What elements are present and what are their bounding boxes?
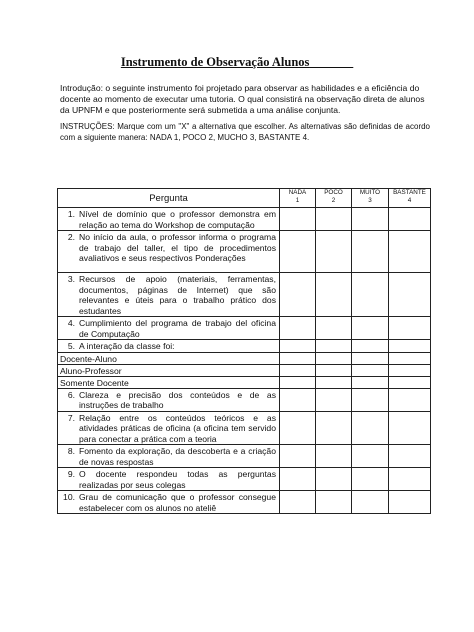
answer-cell-poco[interactable] [316,273,352,317]
question-text: A interação da classe foi: [79,341,175,351]
option-header-bastante: BASTANTE 4 [389,189,431,208]
answer-cell-bastante[interactable] [389,376,431,388]
answer-cell-muito[interactable] [352,231,389,273]
answer-cell-bastante[interactable] [389,208,431,231]
question-number: 6. [67,389,75,400]
question-cell [58,388,280,411]
table-row [58,273,431,317]
table-header-row [58,189,431,208]
question-text: Relação entre os conteúdos teóricos e as atividades práticas de oficina (a oficina tem servido para conectar a prática com a teoria [79,412,276,444]
answer-cell-muito[interactable] [352,491,389,514]
table-row [58,411,431,445]
question-cell [58,273,280,317]
question-text: Grau de comunicação que o professor consegue estabelecer com os alunos no ateliê [79,492,276,513]
question-text: Cumplimiento del programa de trabajo del oficina de Computação [79,318,276,339]
answer-cell-bastante[interactable] [389,317,431,340]
table-row [58,364,431,376]
table-row [58,376,431,388]
answer-cell-muito[interactable] [352,445,389,468]
answer-cell-bastante[interactable] [389,445,431,468]
question-number: 8. [67,446,75,456]
observation-table [57,188,431,514]
question-number: 1. [67,209,75,219]
answer-cell-bastante[interactable] [389,468,431,491]
question-number: 3. [67,274,75,284]
answer-cell-muito[interactable] [352,468,389,491]
question-cell [58,340,280,353]
interaction-option-cell: Docente-Aluno [58,352,280,364]
table-row [58,491,431,514]
interaction-option-cell: Somente Docente [58,376,280,388]
table-row [58,468,431,491]
table-row [58,231,431,273]
answer-cell-nada[interactable] [280,317,316,340]
table-row [58,445,431,468]
answer-cell-nada[interactable] [280,340,316,353]
table-row [58,352,431,364]
question-cell [58,208,280,231]
answer-cell-muito[interactable] [352,364,389,376]
answer-cell-muito[interactable] [352,388,389,411]
option-header-muito: MUITO 3 [352,189,389,208]
table-row [58,388,431,411]
table-row [58,208,431,231]
document-title: Instrumento de Observação Alunos_______ [120,55,354,69]
question-cell [58,468,280,491]
answer-cell-nada[interactable] [280,273,316,317]
answer-cell-poco[interactable] [316,388,352,411]
question-cell [58,491,280,514]
question-text: Nível de domínio que o professor demonstra em relação ao tema do Workshop de computação [79,209,276,230]
answer-cell-nada[interactable] [280,208,316,231]
option-header-poco: POCO 2 [316,189,352,208]
answer-cell-poco[interactable] [316,208,352,231]
question-text: Recursos de apoio (materiais, ferramentas, documentos, páginas de Internet) que são relevantes e úteis para o trabalho prático dos estudantes [79,274,276,316]
answer-cell-nada[interactable] [280,411,316,445]
table-row [58,340,431,353]
question-cell [58,445,280,468]
question-number: 9. [67,469,75,479]
option-header-nada: NADA 1 [280,189,316,208]
question-number: 4. [67,318,75,328]
answer-cell-bastante[interactable] [389,231,431,273]
answer-cell-bastante[interactable] [389,340,431,353]
answer-cell-poco[interactable] [316,352,352,364]
answer-cell-nada[interactable] [280,491,316,514]
answer-cell-nada[interactable] [280,352,316,364]
answer-cell-poco[interactable] [316,411,352,445]
answer-cell-poco[interactable] [316,340,352,353]
answer-cell-muito[interactable] [352,208,389,231]
answer-cell-poco[interactable] [316,376,352,388]
answer-cell-nada[interactable] [280,468,316,491]
answer-cell-muito[interactable] [352,340,389,353]
question-number: 10. [63,492,75,502]
answer-cell-nada[interactable] [280,445,316,468]
question-number: 5. [67,341,75,351]
answer-cell-bastante[interactable] [389,352,431,364]
answer-cell-nada[interactable] [280,231,316,273]
question-cell [58,317,280,340]
answer-cell-muito[interactable] [352,376,389,388]
question-cell [58,231,280,273]
answer-cell-bastante[interactable] [389,364,431,376]
answer-cell-poco[interactable] [316,317,352,340]
introduction-text: Introdução: o seguinte instrumento foi projetado para observar as habilidades e a eficiência do docente ao momento de executar uma tutoria. O qual consistirá na observação direta de alunos da UPNFM e que posteriormente será submetida a uma análise conjunta. [60,83,425,115]
answer-cell-nada[interactable] [280,364,316,376]
answer-cell-bastante[interactable] [389,491,431,514]
answer-cell-muito[interactable] [352,273,389,317]
interaction-option-cell: Aluno-Professor [58,364,280,376]
question-text: O docente respondeu todas as perguntas realizadas por seus colegas [79,469,276,490]
answer-cell-poco[interactable] [316,231,352,273]
answer-cell-muito[interactable] [352,317,389,340]
answer-cell-bastante[interactable] [389,273,431,317]
answer-cell-poco[interactable] [316,364,352,376]
instructions-text: INSTRUÇÕES: Marque com um "X" a alternativa que escolher. As alternativas são definidas de acordo com a siguiente manera: NADA 1, POCO 2, MUCHO 3, BASTANTE 4. [60,122,430,142]
question-text: Clareza e precisão dos conteúdos e de as instruções de trabalho [79,389,276,410]
question-text: Fomento da exploração, da descoberta e a criação de novas respostas [79,446,276,467]
answer-cell-muito[interactable] [352,411,389,445]
answer-cell-muito[interactable] [352,352,389,364]
answer-cell-poco[interactable] [316,468,352,491]
answer-cell-poco[interactable] [316,445,352,468]
table-row [58,317,431,340]
question-text: No início da aula, o professor informa o programa de trabajo del taller, el tipo de procedimentos avaliativos e seus respectivos Ponderações [79,232,276,263]
answer-cell-bastante[interactable] [389,388,431,411]
answer-cell-nada[interactable] [280,376,316,388]
question-number: 7. [67,412,75,423]
question-cell [58,411,280,445]
answer-cell-poco[interactable] [316,491,352,514]
answer-cell-nada[interactable] [280,388,316,411]
answer-cell-bastante[interactable] [389,411,431,445]
question-number: 2. [67,232,75,242]
question-column-header: Pergunta [58,189,280,208]
